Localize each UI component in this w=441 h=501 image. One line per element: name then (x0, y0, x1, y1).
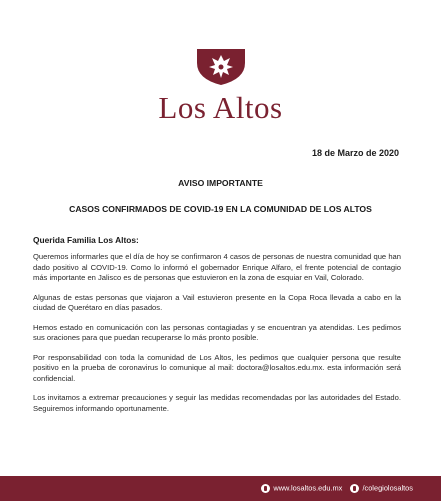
crest-logo-icon (191, 45, 251, 87)
social-link[interactable]: /colegiolosaltos (362, 483, 413, 493)
paragraph-5: Los invitamos a extremar precauciones y seguir las medidas recomendadas por las autoridades del Estado. Seguiremos informando oportunamente. (33, 393, 401, 413)
website-link[interactable]: www.losaltos.edu.mx (273, 483, 343, 493)
letter-body (33, 235, 401, 423)
footer-links (261, 483, 413, 493)
web-icon (261, 484, 270, 493)
paragraph-3: Hemos estado en comunicación con las personas contagiadas y se encuentran ya atendidas. Les pedimos sus oraciones para que puedan recuperarse lo más pronto posible. (33, 322, 401, 342)
letter-subject: CASOS CONFIRMADOS DE COVID-19 EN LA COMUNIDAD DE LOS ALTOS (69, 204, 372, 214)
footer-bar (0, 476, 441, 501)
paragraph-2: Algunas de estas personas que viajaron a Vail estuvieron presente en la Copa Roca llevada a cabo en la ciudad de Querétaro en días pasados. (33, 292, 401, 312)
paragraph-1: Queremos informarles que el día de hoy se confirmaron 4 casos de personas de nuestra comunidad que han dado positivo al COVID-19. Como lo informó el gobernador Enrique Alfaro, el frente potencial de contagio más importante en Jalisco es de personas que estuvieron en la zona de esquiar en Vail, Colorado. (33, 252, 401, 282)
school-logo (0, 45, 441, 126)
paragraph-4: Por responsabilidad con toda la comunidad de Los Altos, les pedimos que cualquier persona que resulte positivo en la prueba de coronavirus lo comunique al mail: doctora@losaltos.edu.mx. esta información será confidencial. (33, 352, 401, 383)
greeting: Querida Familia Los Altos: (33, 235, 139, 245)
notice-title: AVISO IMPORTANTE (178, 178, 263, 188)
letter-date: 18 de Marzo de 2020 (311, 148, 399, 158)
social-icon (350, 484, 359, 493)
brand-name: Los Altos (158, 90, 283, 125)
